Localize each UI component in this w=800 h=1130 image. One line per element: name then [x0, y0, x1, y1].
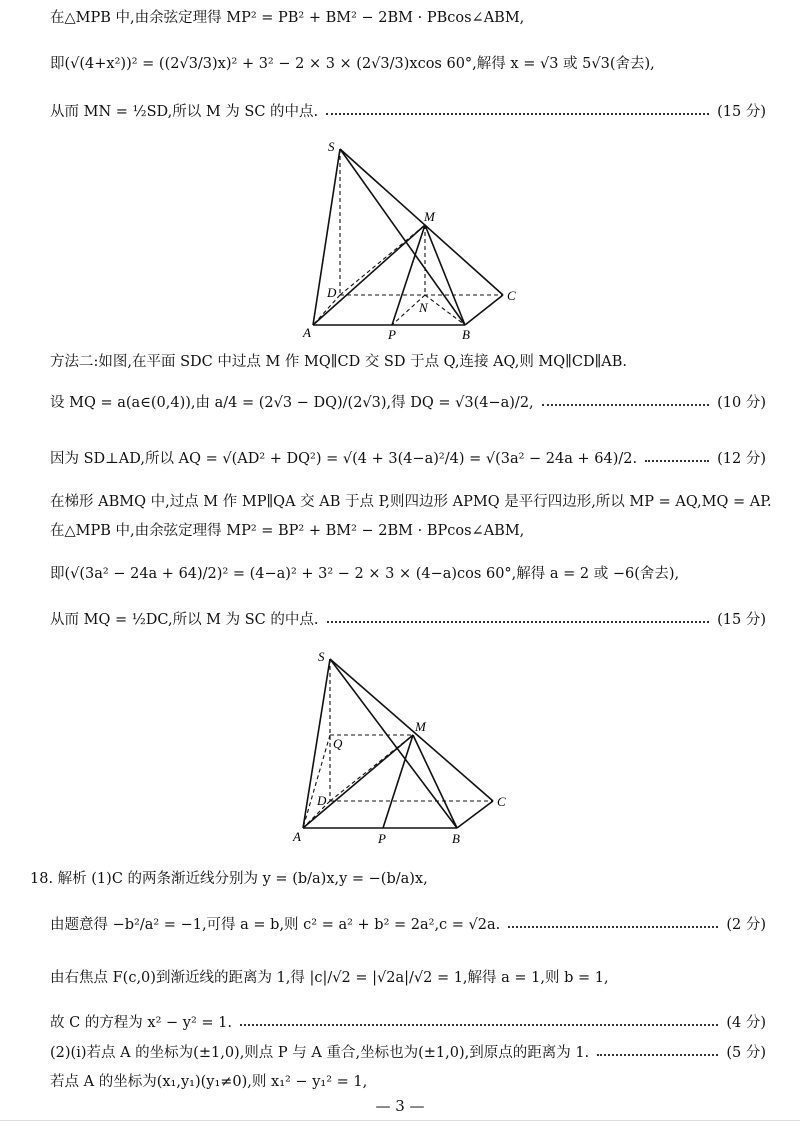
leader-dots	[597, 1043, 718, 1063]
text-line-9: 即(√(3a² − 24a + 64)/2)² = (4−a)² + 3² − 2 × 3 × (4−a)cos 60°,解得 a = 2 或 −6(舍去),	[50, 566, 680, 582]
pyramid-figure-2	[285, 645, 525, 855]
label-S: S	[318, 649, 325, 664]
text-line-6: 因为 SD⊥AD,所以 AQ = √(AD² + DQ²) = √(4 + 3(4−a)²/4) = √(3a² − 24a + 64)/2. (12 分)	[50, 451, 766, 467]
edge-BC	[465, 295, 503, 325]
text-line-10: 从而 MQ = ½DC,所以 M 为 SC 的中点. (15 分)	[50, 612, 766, 628]
label-M: M	[415, 719, 426, 734]
text-line-13: 由右焦点 F(c,0)到渐近线的距离为 1,得 |c|/√2 = |√2a|/√2 = 1,解得 a = 1,则 b = 1,	[50, 970, 609, 986]
label-B: B	[462, 327, 470, 342]
score: (15 分)	[717, 612, 766, 628]
edge-DM	[340, 225, 425, 295]
text-line-8: 在△MPB 中,由余弦定理得 MP² = BP² + BM² − 2BM · BPcos∠ABM,	[50, 523, 525, 539]
label-D: D	[317, 793, 327, 808]
label-C: C	[497, 794, 506, 809]
text-line-5: 设 MQ = a(a∈(0,4)),由 a/4 = (2√3 − DQ)/(2√3),得 DQ = √3(4−a)/2, (10 分)	[50, 395, 766, 411]
leader-dots	[645, 449, 709, 469]
score: (2 分)	[726, 917, 766, 933]
leader-dots	[327, 610, 709, 630]
text-line-1: 在△MPB 中,由余弦定理得 MP² = PB² + BM² − 2BM · PBcos∠ABM,	[50, 10, 525, 26]
leader-dots	[542, 393, 709, 413]
score: (4 分)	[726, 1015, 766, 1031]
leader-dots	[326, 102, 709, 122]
label-M: M	[424, 209, 435, 224]
text-line-3: 从而 MN = ½SD,所以 M 为 SC 的中点. (15 分)	[50, 104, 766, 120]
text-line-14: 故 C 的方程为 x² − y² = 1. (4 分)	[50, 1015, 766, 1031]
text-line-7: 在梯形 ABMQ 中,过点 M 作 MP∥QA 交 AB 于点 P,则四边形 APMQ 是平行四边形,所以 MP = AQ,MQ = AP.	[50, 494, 772, 510]
label-A: A	[293, 829, 301, 844]
text-line-16: 若点 A 的坐标为(x₁,y₁)(y₁≠0),则 x₁² − y₁² = 1,	[50, 1074, 368, 1090]
label-N: N	[419, 300, 428, 315]
edge-SB	[340, 149, 465, 325]
edge-MB	[413, 735, 457, 828]
label-C: C	[507, 288, 516, 303]
leader-dots	[240, 1013, 718, 1033]
pyramid-figure-1	[295, 137, 535, 347]
text-line-15: (2)(ⅰ)若点 A 的坐标为(±1,0),则点 P 与 A 重合,坐标也为(±1,0),到原点的距离为 1. (5 分)	[50, 1045, 766, 1061]
text-line-2: 即(√(4+x²))² = ((2√3/3)x)² + 3² − 2 × 3 × (2√3/3)xcos 60°,解得 x = √3 或 5√3(舍去),	[50, 56, 655, 72]
text-line-12: 由题意得 −b²/a² = −1,可得 a = b,则 c² = a² + b² = 2a²,c = √2a. (2 分)	[50, 917, 766, 933]
text-line-4: 方法二:如图,在平面 SDC 中过点 M 作 MQ∥CD 交 SD 于点 Q,连接 AQ,则 MQ∥CD∥AB.	[50, 354, 628, 370]
text-line-11: 18. 解析 (1)C 的两条渐近线分别为 y = (b/a)x,y = −(b/a)x,	[30, 871, 428, 887]
edge-BC	[457, 801, 493, 828]
score: (15 分)	[717, 104, 766, 120]
edge-SC	[330, 659, 493, 801]
label-D: D	[327, 285, 337, 300]
score: (10 分)	[717, 395, 766, 411]
label-P: P	[378, 831, 386, 846]
score: (5 分)	[726, 1045, 766, 1061]
label-S: S	[328, 139, 335, 154]
label-B: B	[452, 831, 460, 846]
edge-SB	[330, 659, 457, 828]
score: (12 分)	[717, 451, 766, 467]
edge-SC	[340, 149, 503, 295]
label-A: A	[303, 325, 311, 340]
label-P: P	[388, 327, 396, 342]
edge-AM	[303, 735, 413, 828]
footer-divider	[0, 1120, 800, 1121]
leader-dots	[508, 915, 718, 935]
page-number: — 3 —	[375, 1097, 425, 1115]
edge-QA	[303, 735, 330, 828]
label-Q: Q	[333, 736, 343, 751]
